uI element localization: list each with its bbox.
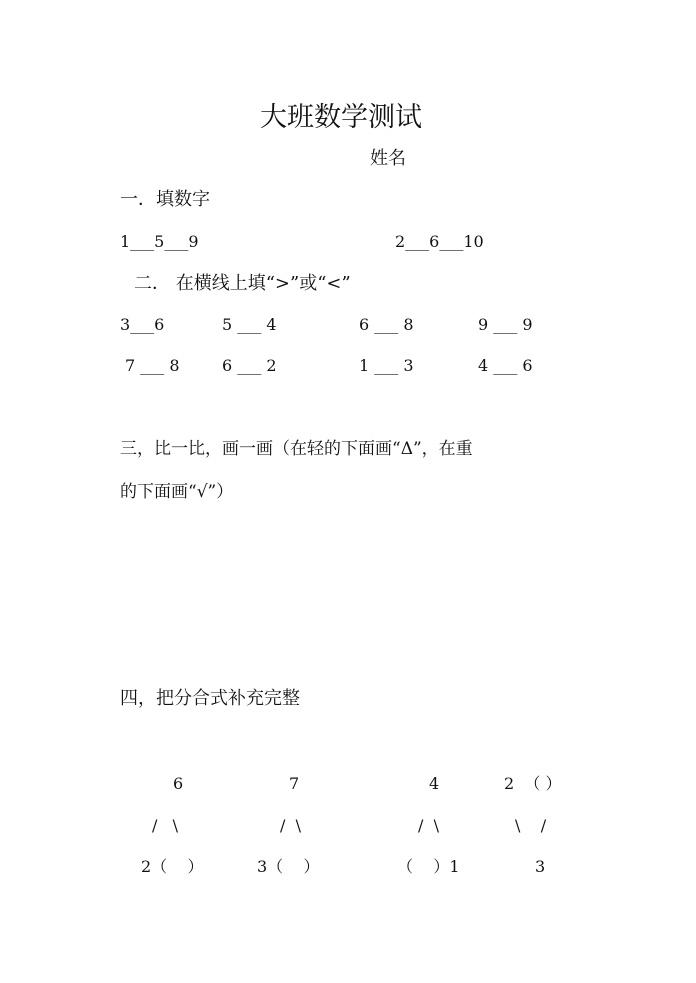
tree-bottom: 2（ ） <box>141 857 204 876</box>
name-label: 姓名 <box>370 148 406 169</box>
compare-item: 6 ___ 2 <box>222 356 277 375</box>
fill-number-item: 2___6___10 <box>395 232 484 251</box>
section-2-heading: 二． 在横线上填“>”或“<” <box>134 273 351 294</box>
tree-bottom: 3（ ） <box>257 857 320 876</box>
section-4-heading: 四，把分合式补充完整 <box>120 688 300 709</box>
tree-top: 2 （ ） <box>504 774 562 793</box>
section-3-heading-line-2: 的下面画“√”） <box>120 482 234 502</box>
tree-branches: \ / <box>515 816 547 835</box>
compare-item: 5 ___ 4 <box>222 315 277 334</box>
tree-top: 4 <box>429 774 440 793</box>
compare-item: 3___6 <box>120 315 165 334</box>
tree-top: 7 <box>289 774 300 793</box>
tree-branches: / \ <box>418 816 439 835</box>
tree-branches: / \ <box>280 816 301 835</box>
compare-item: 4 ___ 6 <box>478 356 533 375</box>
tree-top: 6 <box>173 774 184 793</box>
compare-item: 7 ___ 8 <box>125 356 180 375</box>
page-title: 大班数学测试 <box>260 102 422 133</box>
section-1-heading: 一．填数字 <box>120 189 210 210</box>
tree-branches: / \ <box>152 816 179 835</box>
section-3-heading-line-1: 三，比一比，画一画（在轻的下面画“Δ”，在重 <box>120 439 473 459</box>
compare-item: 9 ___ 9 <box>478 315 533 334</box>
tree-bottom: （ ）1 <box>397 857 460 876</box>
compare-item: 1 ___ 3 <box>359 356 414 375</box>
fill-number-item: 1___5___9 <box>120 232 199 251</box>
compare-item: 6 ___ 8 <box>359 315 414 334</box>
tree-bottom: 3 <box>535 857 546 876</box>
